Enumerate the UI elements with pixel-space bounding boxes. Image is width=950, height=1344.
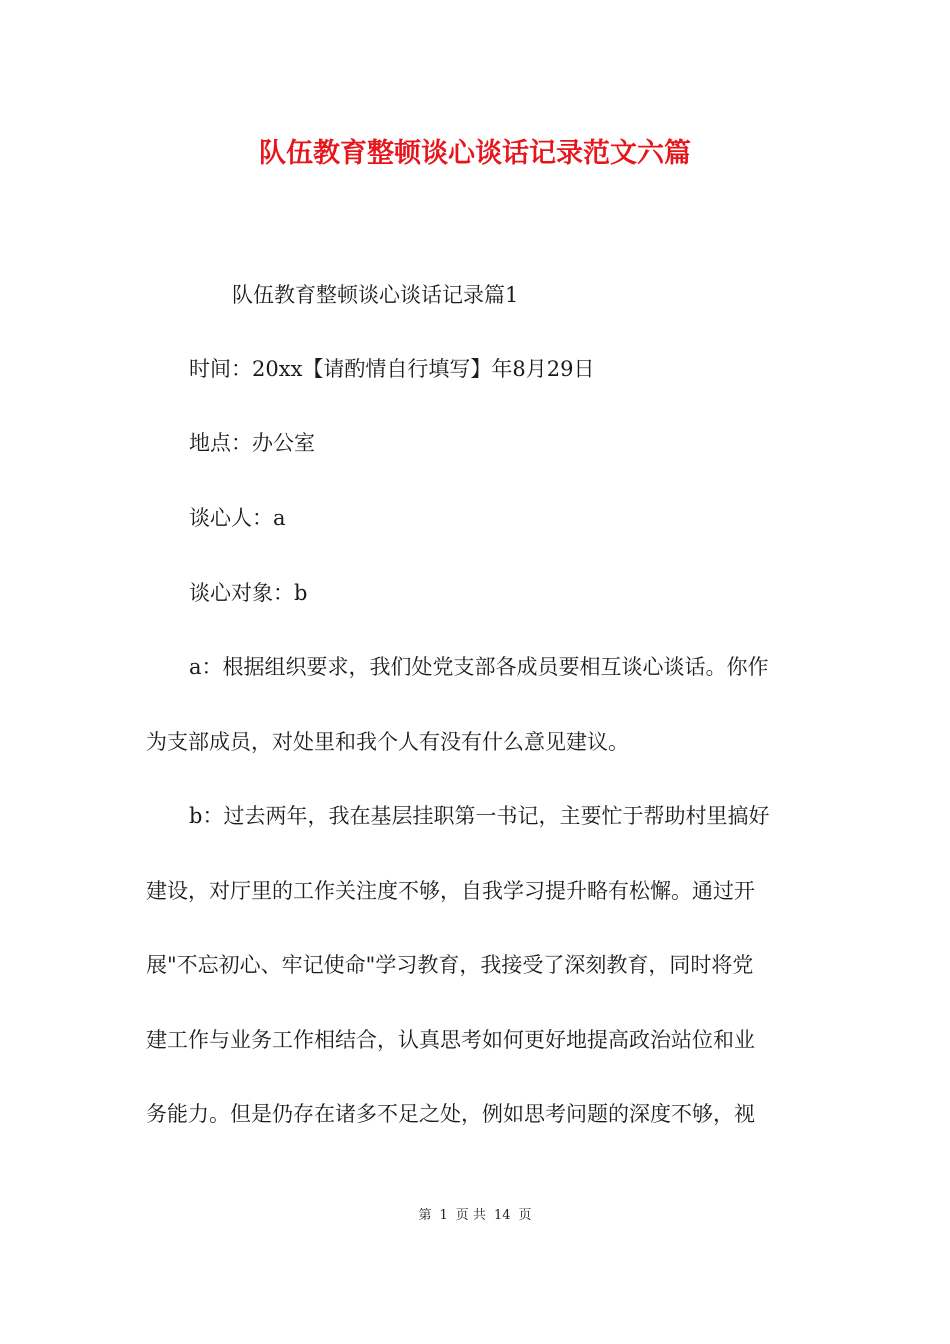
paragraph-b-line-4: 建工作与业务工作相结合，认真思考如何更好地提高政治站位和业	[146, 1028, 755, 1052]
footer-current-page: 1	[439, 1208, 448, 1223]
paragraph-a-line-1: a：根据组织要求，我们处党支部各成员要相互谈心谈话。你作	[189, 655, 769, 679]
page-footer	[0, 1206, 950, 1226]
paragraph-b-line-5: 务能力。但是仍存在诸多不足之处，例如思考问题的深度不够，视	[146, 1102, 755, 1126]
footer-total-pages: 14	[493, 1208, 511, 1223]
target-field: 谈心对象：b	[189, 581, 308, 605]
paragraph-b-line-1: b：过去两年，我在基层挂职第一书记，主要忙于帮助村里搞好	[189, 804, 770, 828]
time-field: 时间：20xx【请酌情自行填写】年8月29日	[189, 357, 595, 381]
place-field: 地点：办公室	[189, 431, 315, 455]
footer-suffix: 页	[518, 1208, 532, 1223]
footer-prefix: 第	[418, 1208, 432, 1223]
footer-mid: 页 共	[455, 1208, 486, 1223]
paragraph-b-line-2: 建设，对厅里的工作关注度不够，自我学习提升略有松懈。通过开	[146, 879, 755, 903]
section-title: 队伍教育整顿谈心谈话记录篇1	[232, 283, 519, 307]
speaker-field: 谈心人：a	[189, 506, 286, 530]
paragraph-a-line-2: 为支部成员，对处里和我个人有没有什么意见建议。	[146, 730, 629, 754]
paragraph-b-line-3: 展"不忘初心、牢记使命"学习教育，我接受了深刻教育，同时将党	[146, 953, 754, 977]
page-title: 队伍教育整顿谈心谈话记录范文六篇	[259, 138, 691, 169]
